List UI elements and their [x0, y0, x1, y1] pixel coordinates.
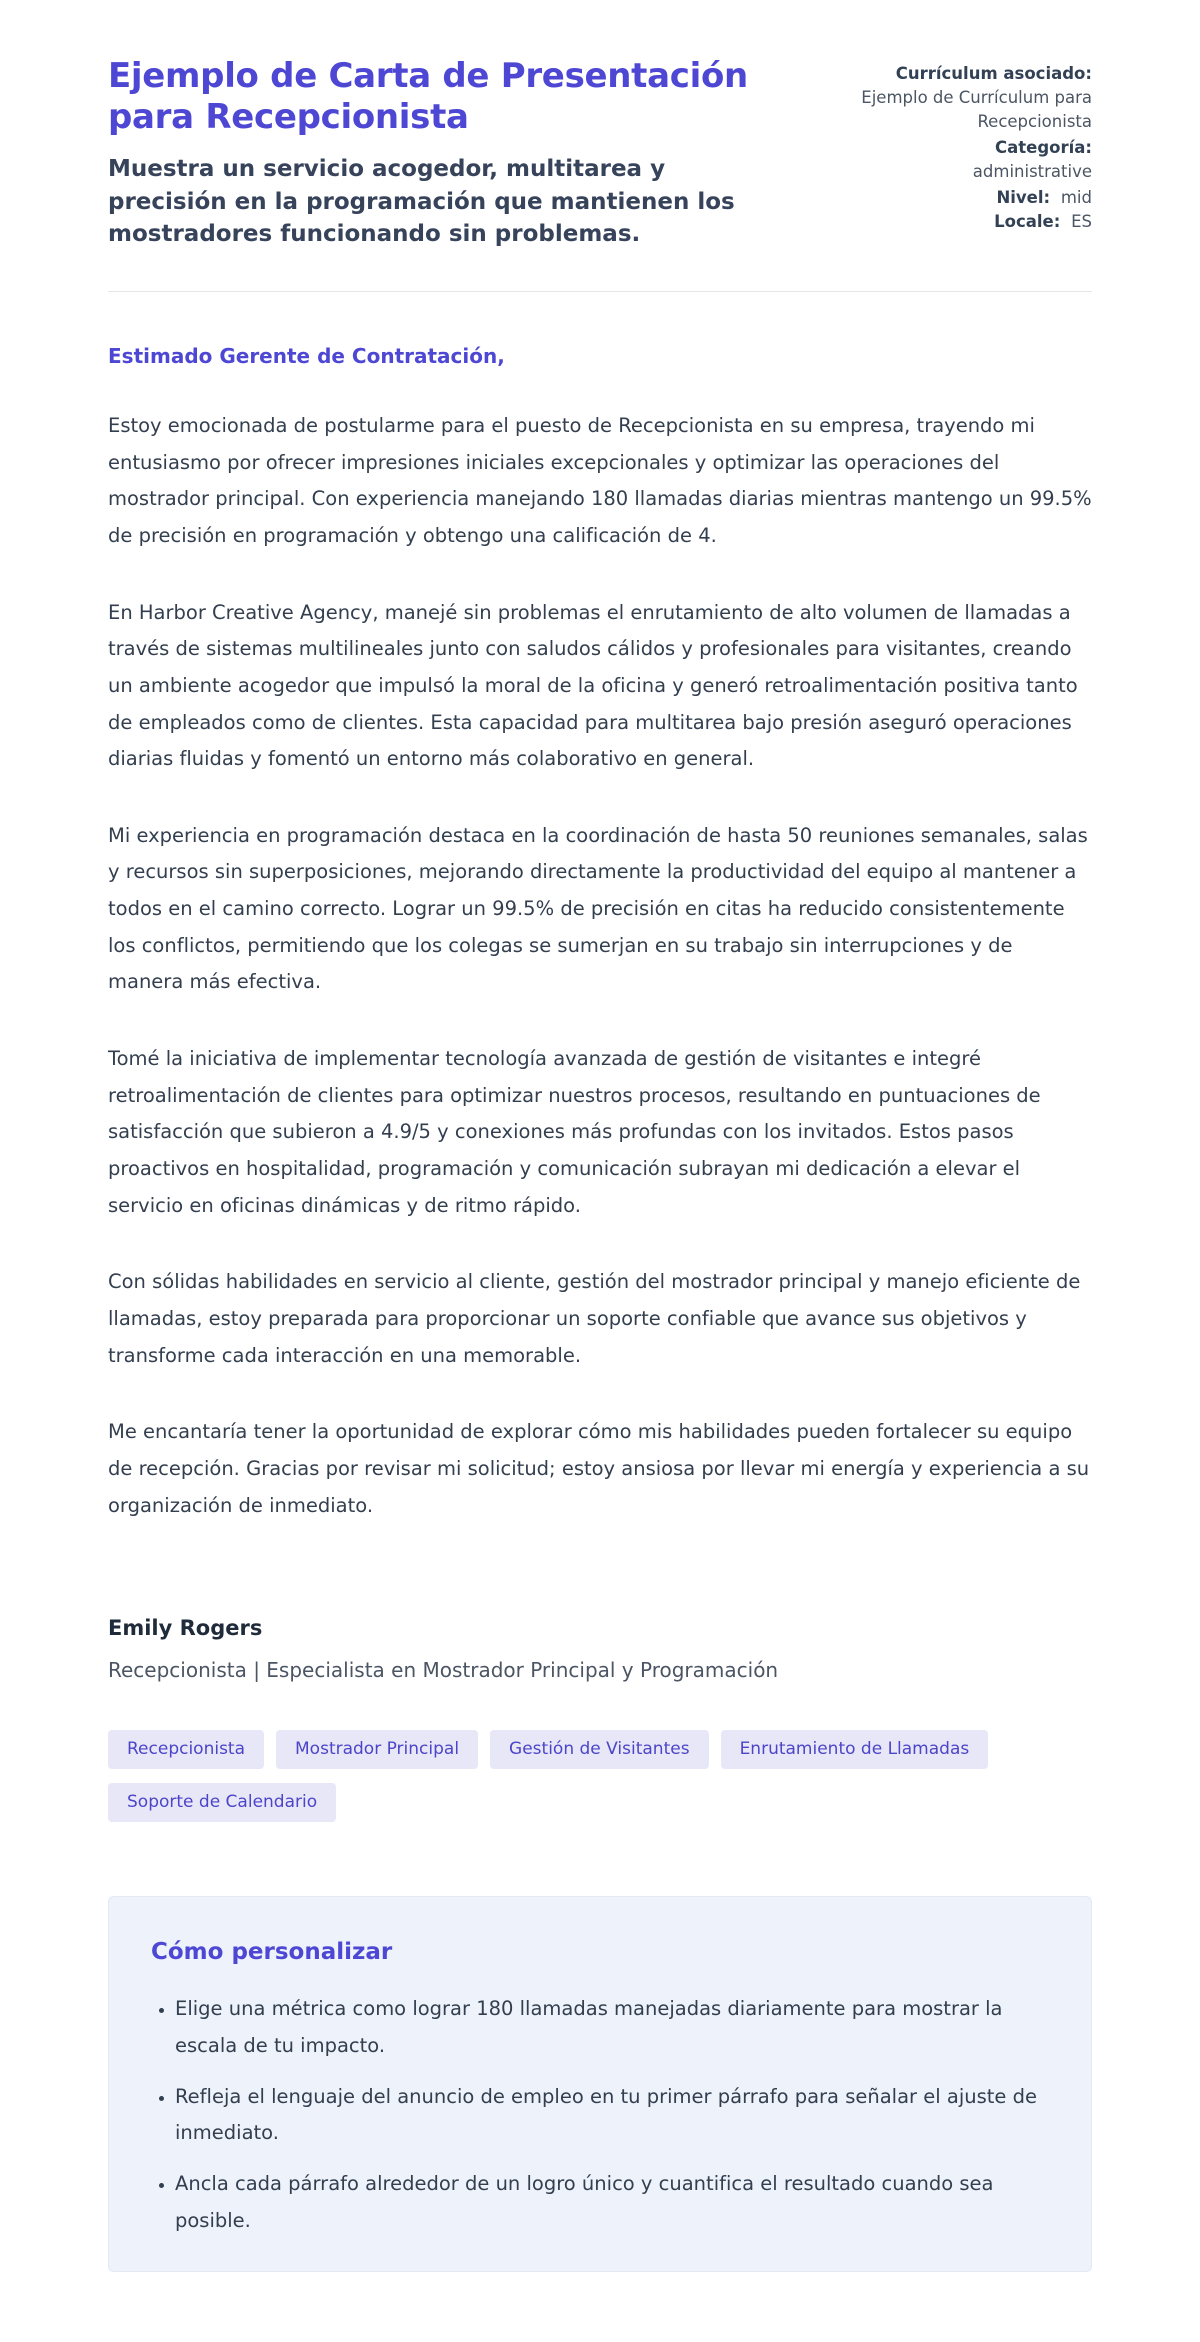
page [108, 0, 1092, 2342]
meta-panel [820, 56, 1092, 233]
meta-item-level [820, 186, 1092, 210]
meta-item-locale [820, 210, 1092, 234]
tips-title: Cómo personalizar [151, 1939, 393, 1966]
letter-paragraph-3: Mi experiencia en programación destaca en la coordinación de hasta 50 reuniones semanales, salas y recursos sin superposiciones, mejorando directamente la productividad del equipo al mantener a todos en el camino correcto. Lograr un 99.5% de precisión en citas ha reducido consistentemente los conflictos, permitiendo que los colegas se sumerjan en su trabajo sin interrupciones y de manera más efectiva. [108, 823, 1088, 994]
tips-list [151, 1991, 1049, 2239]
meta-value: mid [1060, 187, 1092, 207]
letter-paragraph-2: En Harbor Creative Agency, manejé sin problemas el enrutamiento de alto volumen de llamadas a través de sistemas multilineales junto con saludos cálidos y profesionales para visitantes, creando un ambiente acogedor que impulsó la moral de la oficina y generó retroalimentación positiva tanto de empleados como de clientes. Esta capacidad para multitarea bajo presión aseguró operaciones diarias fluidas y fomentó un entorno más colaborativo en general. [108, 600, 1078, 771]
tag-chip: Enrutamiento de Llamadas [721, 1730, 989, 1769]
letter-greeting: Estimado Gerente de Contratación, [108, 343, 505, 368]
meta-item-category [820, 136, 1092, 184]
header-divider [108, 291, 1092, 292]
meta-value: Ejemplo de Currículum para Recepcionista [861, 87, 1092, 131]
tag-chip: Gestión de Visitantes [490, 1730, 709, 1769]
tips-item: • Ancla cada párrafo alrededor de un logro único y cuantifica el resultado cuando sea posible. [175, 2166, 1049, 2239]
letter-paragraph-4: Tomé la iniciativa de implementar tecnología avanzada de gestión de visitantes e integré retroalimentación de clientes para optimizar nuestros procesos, resultando en puntuaciones de satisfacción que subieron a 4.9/5 y conexiones más profundas con los invitados. Estos pasos proactivos en hospitalidad, programación y comunicación subrayan mi dedicación a elevar el servicio en oficinas dinámicas y de ritmo rápido. [108, 1047, 1041, 1217]
signature-role: Recepcionista | Especialista en Mostrador Principal y Programación [108, 1658, 779, 1683]
signature-name: Emily Rogers [108, 1616, 263, 1641]
meta-item-curriculum [820, 62, 1092, 134]
header [108, 56, 1092, 251]
letter-body [108, 344, 1092, 2272]
tag-chip: Mostrador Principal [276, 1730, 478, 1769]
meta-label: Categoría: [995, 137, 1092, 157]
tips-item: • Refleja el lenguaje del anuncio de empleo en tu primer párrafo para señalar el ajuste de inmediato. [175, 2079, 1049, 2152]
header-title-block [108, 56, 768, 251]
letter-paragraph-1: Estoy emocionada de postularme para el puesto de Recepcionista en su empresa, trayendo mi entusiasmo por ofrecer impresiones iniciales excepcionales y optimizar las operaciones del mostrador principal. Con experiencia manejando 180 llamadas diarias mientras mantengo un 99.5% de precisión en programación y obtengo una calificación de 4. [108, 413, 1092, 547]
meta-value: administrative [972, 161, 1092, 181]
tag-chip: Soporte de Calendario [108, 1783, 336, 1822]
tips-box [108, 1896, 1092, 2272]
tag-list [108, 1730, 1092, 1822]
meta-value: ES [1071, 211, 1092, 231]
page-subtitle: Muestra un servicio acogedor, multitarea y precisión en la programación que mantienen los mostradores funcionando sin problemas. [108, 155, 735, 248]
tips-item: • Elige una métrica como lograr 180 llamadas manejadas diariamente para mostrar la escala de tu impacto. [175, 1991, 1049, 2064]
meta-label: Locale: [994, 211, 1067, 231]
meta-label: Nivel: [996, 187, 1056, 207]
tag-chip: Recepcionista [108, 1730, 264, 1769]
letter-paragraph-6: Me encantaría tener la oportunidad de explorar cómo mis habilidades pueden fortalecer su equipo de recepción. Gracias por revisar mi solicitud; estoy ansiosa por llevar mi energía y experiencia a su organización de inmediato. [108, 1420, 1090, 1517]
page-title: Ejemplo de Carta de Presentación para Recepcionista [108, 56, 748, 138]
meta-label: Currículum asociado: [895, 64, 1092, 83]
letter-paragraph-5: Con sólidas habilidades en servicio al cliente, gestión del mostrador principal y manejo eficiente de llamadas, estoy preparada para proporcionar un soporte confiable que avance sus objetivos y transforme cada interacción en una memorable. [108, 1270, 1081, 1367]
